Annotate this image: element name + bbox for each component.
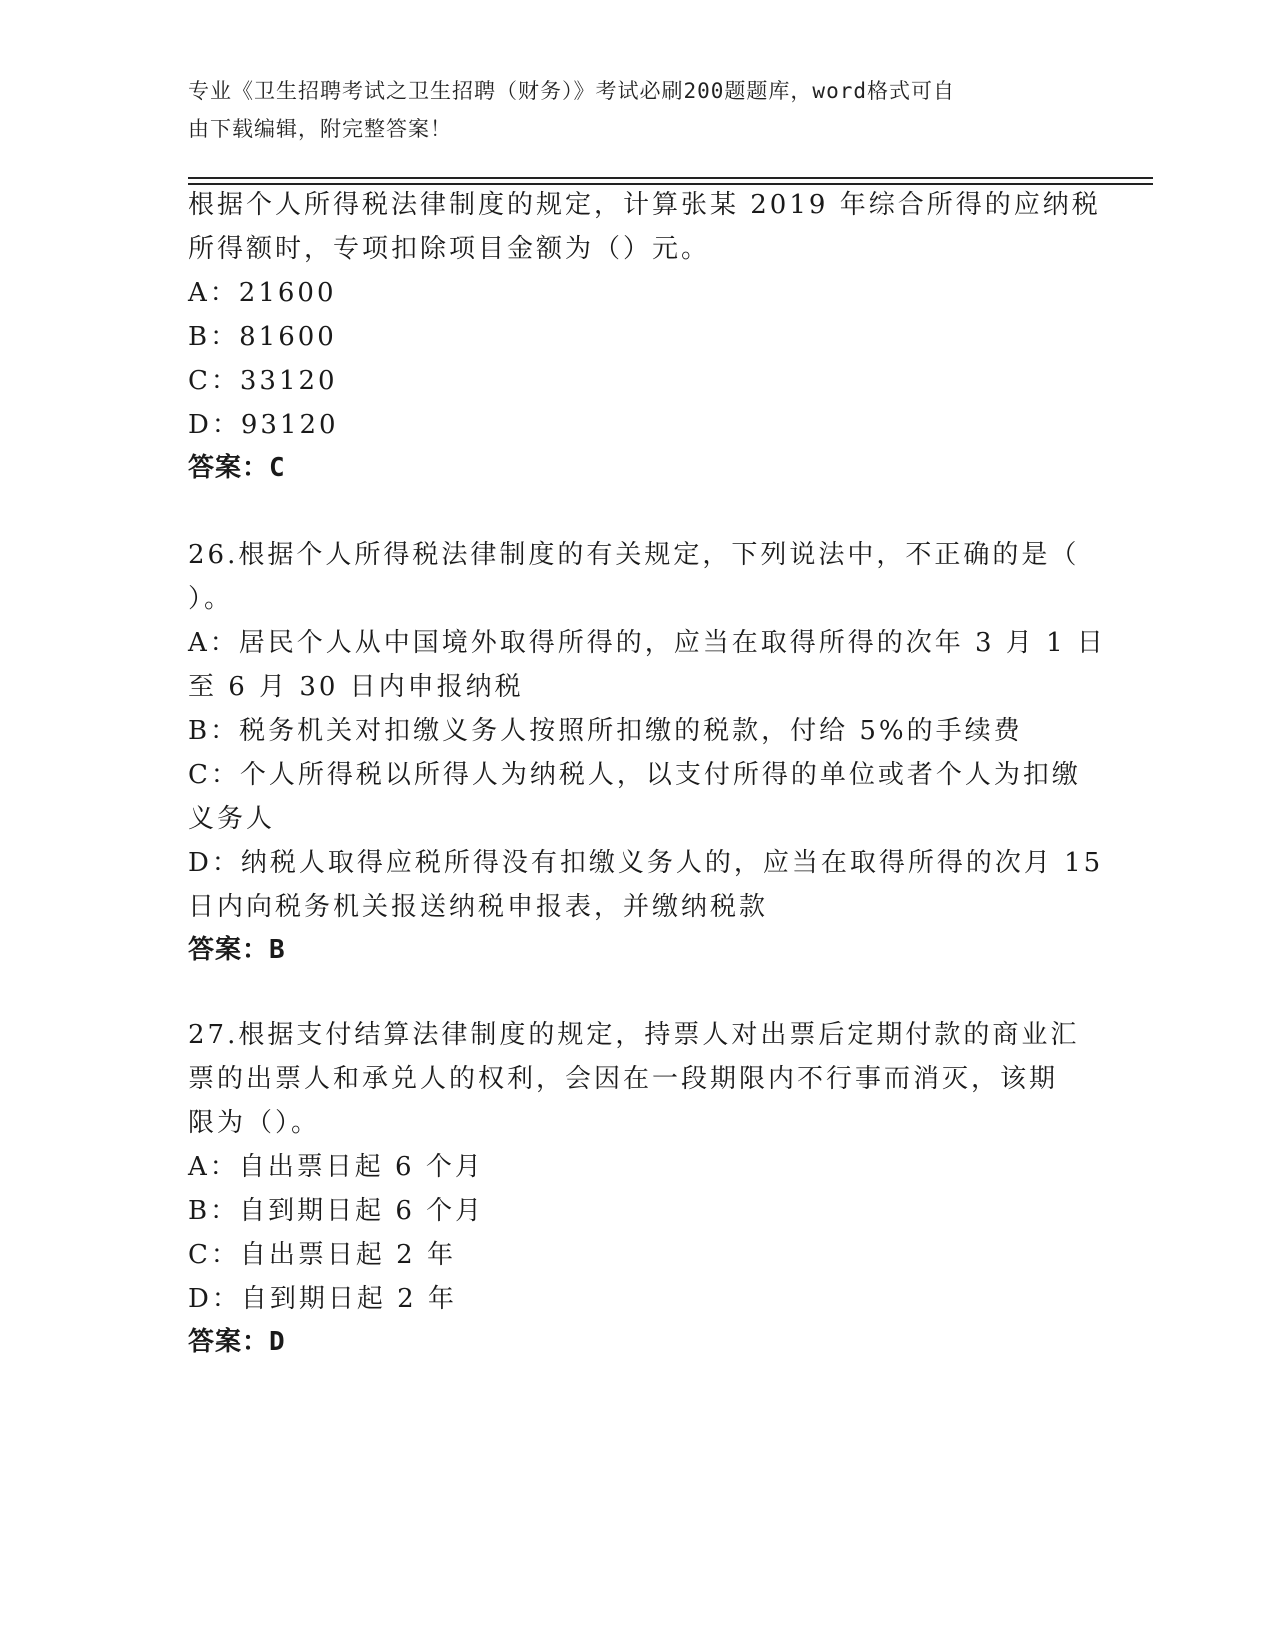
option-a: A：居民个人从中国境外取得所得的，应当在取得所得的次年 3 月 1 日 <box>188 628 1106 658</box>
option-b: B：81600 <box>188 322 337 352</box>
answer-label: 答案：D <box>188 1327 286 1357</box>
answer-label: 答案：B <box>188 935 286 965</box>
option-c-continued: 义务人 <box>188 804 276 834</box>
document-header <box>188 72 1068 148</box>
question-stem-line: ）。 <box>188 584 234 614</box>
option-b: B：自到期日起 6 个月 <box>188 1196 485 1226</box>
option-c: C：33120 <box>188 366 338 396</box>
question-stem-line: 限为（）。 <box>188 1108 321 1138</box>
option-c: C：自出票日起 2 年 <box>188 1240 456 1270</box>
option-a: A：自出票日起 6 个月 <box>188 1152 484 1182</box>
header-line-2: 由下载编辑，附完整答案！ <box>188 117 452 141</box>
question-stem-line: 26.根据个人所得税法律制度的有关规定，下列说法中，不正确的是（ <box>188 540 1080 570</box>
question-stem-line: 根据个人所得税法律制度的规定，计算张某 2019 年综合所得的应纳税 <box>188 190 1101 220</box>
header-divider-top <box>188 177 1153 179</box>
option-d-continued: 日内向税务机关报送纳税申报表，并缴纳税款 <box>188 892 769 922</box>
option-d: D：纳税人取得应税所得没有扣缴义务人的，应当在取得所得的次月 15 <box>188 848 1104 878</box>
option-a: A：21600 <box>188 278 337 308</box>
header-line-1: 专业《卫生招聘考试之卫生招聘（财务）》考试必刷200题题库，word格式可自 <box>188 79 955 103</box>
option-c: C：个人所得税以所得人为纳税人，以支付所得的单位或者个人为扣缴 <box>188 760 1081 790</box>
option-a-continued: 至 6 月 30 日内申报纳税 <box>188 672 524 702</box>
option-b: B：税务机关对扣缴义务人按照所扣缴的税款，付给 5%的手续费 <box>188 716 1023 746</box>
answer-label: 答案：C <box>188 453 286 483</box>
question-stem-line: 27.根据支付结算法律制度的规定，持票人对出票后定期付款的商业汇 <box>188 1020 1080 1050</box>
question-stem-line: 所得额时，专项扣除项目金额为（）元。 <box>188 234 711 264</box>
option-d: D：93120 <box>188 410 339 440</box>
question-stem-line: 票的出票人和承兑人的权利，会因在一段期限内不行事而消灭，该期 <box>188 1064 1059 1094</box>
header-divider-bottom <box>188 183 1153 185</box>
option-d: D：自到期日起 2 年 <box>188 1284 457 1314</box>
